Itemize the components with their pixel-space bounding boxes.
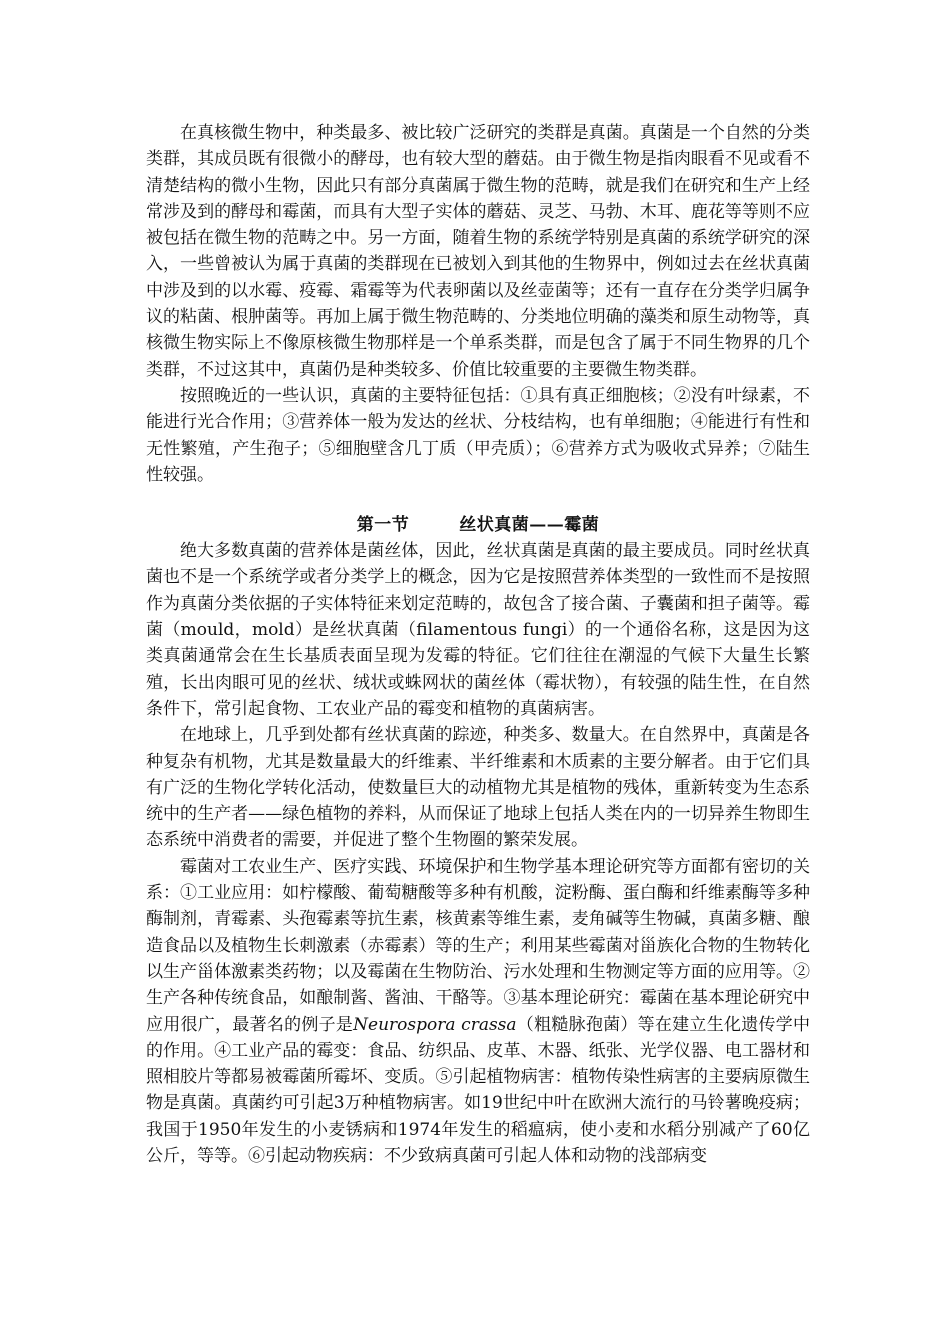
document-body — [146, 120, 810, 1169]
body-paragraph-3 — [146, 854, 810, 1170]
body-paragraph-2: 在地球上，几乎到处都有丝状真菌的踪迹，种类多、数量大。在自然界中，真菌是各种复杂有机物，尤其是数量最大的纤维素、半纤维素和木质素的主要分解者。由于它们具有广泛的生物化学转化活动，使数量巨大的动植物尤其是植物的残体，重新转变为生态系统中的生产者——绿色植物的养料，从而保证了地球上包括人类在内的一切异养生物即生态系统中消费者的需要，并促进了整个生物圈的繁荣发展。 — [146, 725, 810, 851]
intro-paragraph-1: 在真核微生物中，种类最多、被比较广泛研究的类群是真菌。真菌是一个自然的分类类群，其成员既有很微小的酵母，也有较大型的蘑菇。由于微生物是指肉眼看不见或看不清楚结构的微小生物，因此只有部分真菌属于微生物的范畴，就是我们在研究和生产上经常涉及到的酵母和霉菌，而具有大型子实体的蘑菇、灵芝、马勃、木耳、鹿花等等则不应被包括在微生物的范畴之中。另一方面，随着生物的系统学特别是真菌的系统学研究的深入，一些曾被认为属于真菌的类群现在已被划入到其他的生物界中，例如过去在丝状真菌中涉及到的以水霉、疫霉、霜霉等为代表卵菌以及丝壶菌等；还有一直存在分类学归属争议的粘菌、根肿菌等。再加上属于微生物范畴的、分类地位明确的藻类和原生动物等，真核微生物实际上不像原核微生物那样是一个单系类群，而是包含了属于不同生物界的几个类群，不过这其中，真菌仍是种类较多、价值比较重要的主要微生物类群。 — [146, 123, 810, 380]
body-paragraph-1: 绝大多数真菌的营养体是菌丝体，因此，丝状真菌是真菌的最主要成员。同时丝状真菌也不是一个系统学或者分类学上的概念，因为它是按照营养体类型的一致性而不是按照作为真菌分类依据的子实体特征来划定范畴的，故包含了接合菌、子囊菌和担子菌等。霉菌（mould，mold）是丝状真菌（filamentous fungi）的一个通俗名称，这是因为这类真菌通常会在生长基质表面呈现为发霉的特征。它们往往在潮湿的气候下大量生长繁殖，长出肉眼可见的丝状、绒状或蛛网状的菌丝体（霉状物），有较强的陆生性，在自然条件下，常引起食物、工农业产品的霉变和植物的真菌病害。 — [146, 541, 810, 719]
section-heading — [146, 512, 810, 538]
body-paragraph-3-part-a: 霉菌对工农业生产、医疗实践、环境保护和生物学基本理论研究等方面都有密切的关系：①工业应用：如柠檬酸、葡萄糖酸等多种有机酸，淀粉酶、蛋白酶和纤维素酶等多种酶制剂，青霉素、头孢霉素等抗生素，核黄素等维生素，麦角碱等生物碱，真菌多糖、酿造食品以及植物生长刺激素（赤霉素）等的生产；利用某些霉菌对甾族化合物的生物转化以生产甾体激素类药物；以及霉菌在生物防治、污水处理和生物测定等方面的应用等。②生产各种传统食品，如酿制酱、酱油、干酪等。③基本理论研究：霉菌在基本理论研究中应用很广，最著名的例子是 — [146, 856, 810, 1035]
section-title: 丝状真菌——霉菌 — [459, 515, 600, 536]
section-number: 第一节 — [356, 515, 410, 536]
species-name: Neurospora crassa — [353, 1014, 517, 1035]
intro-paragraph-2: 按照晚近的一些认识，真菌的主要特征包括：①具有真正细胞核；②没有叶绿素，不能进行光合作用；③营养体一般为发达的丝状、分枝结构，也有单细胞；④能进行有性和无性繁殖，产生孢子；⑤细胞壁含几丁质（甲壳质）；⑥营养方式为吸收式异养；⑦陆生性较强。 — [146, 385, 810, 485]
body-paragraph-3-part-b: （粗糙脉孢菌）等在建立生化遗传学中的作用。④工业产品的霉变：食品、纺织品、皮革、木器、纸张、光学仪器、电工器材和照相胶片等都易被霉菌所霉坏、变质。⑤引起植物病害：植物传染性病害的主要病原微生物是真菌。真菌约可引起3万种植物病害。如19世纪中叶在欧洲大流行的马铃薯晚疫病；我国于1950年发生的小麦锈病和1974年发生的稻瘟病，使小麦和水稻分别减产了60亿公斤，等等。⑥引起动物疾病：不少致病真菌可引起人体和动物的浅部病变 — [146, 1014, 811, 1166]
